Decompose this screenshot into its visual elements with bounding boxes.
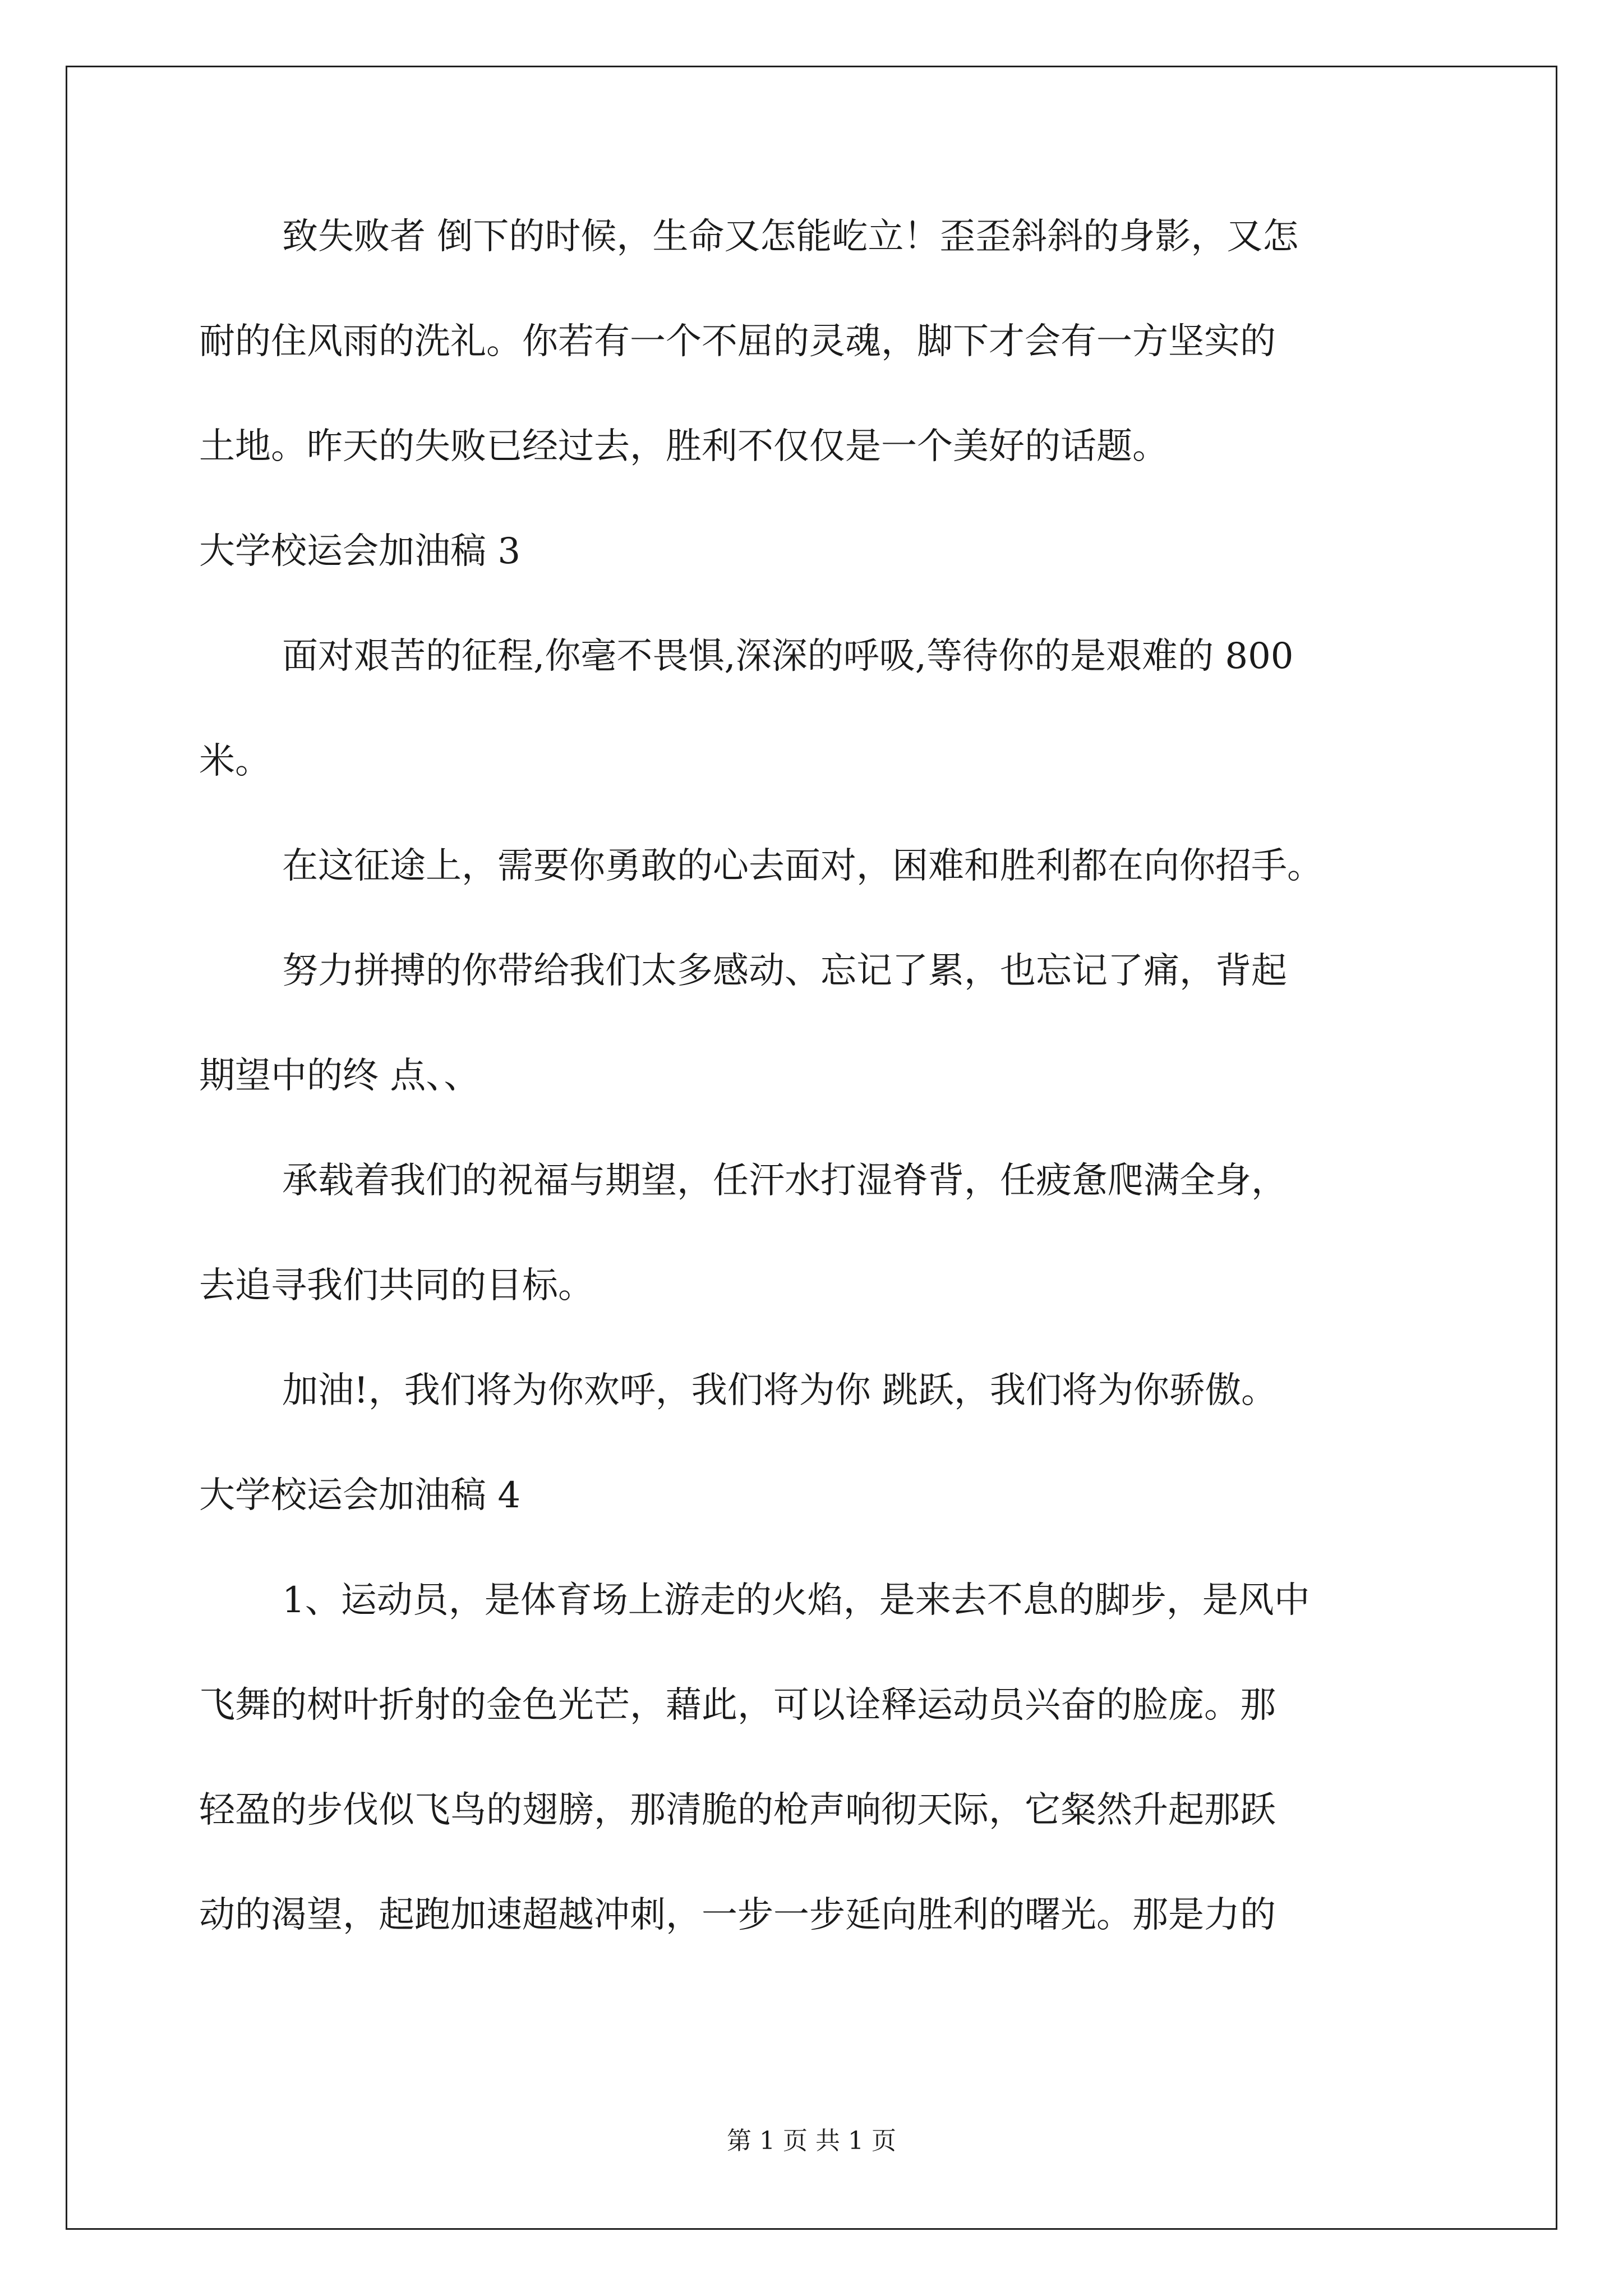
paragraph-line: 承载着我们的祝福与期望，任汗水打湿脊背，任疲惫爬满全身，: [282, 1160, 1287, 1202]
paragraph-line: 加油!，我们将为你欢呼，我们将为你 跳跃，我们将为你骄傲。: [282, 1370, 1278, 1411]
paragraph-line: 动的渴望，起跑加速超越冲刺，一步一步延向胜利的曙光。那是力的: [199, 1894, 1276, 1936]
section-heading: 大学校运会加油稿 3: [199, 531, 521, 572]
paragraph-line: 努力拼搏的你带给我们太多感动、忘记了累，也忘记了痛，背起: [282, 950, 1287, 992]
paragraph-line: 轻盈的步伐似飞鸟的翅膀，那清脆的枪声响彻天际，它粲然升起那跃: [199, 1789, 1276, 1831]
paragraph-line: 1、运动员，是体育场上游走的火焰，是来去不息的脚步，是风中: [282, 1580, 1310, 1621]
paragraph-line: 去追寻我们共同的目标。: [199, 1265, 594, 1306]
page-footer: 第 1 页 共 1 页: [727, 2127, 896, 2155]
paragraph-line: 土地。昨天的失败已经过去，胜利不仅仅是一个美好的话题。: [199, 426, 1168, 467]
paragraph-line: 在这征途上，需要你勇敢的心去面对，困难和胜利都在向你招手。: [282, 845, 1323, 887]
paragraph-line: 耐的住风雨的洗礼。你若有一个不屈的灵魂，脚下才会有一方坚实的: [199, 321, 1276, 362]
paragraph-line: 期望中的终 点、、: [199, 1055, 480, 1097]
section-heading: 大学校运会加油稿 4: [199, 1475, 521, 1516]
paragraph-line: 米。: [199, 740, 271, 782]
paragraph-line: 面对艰苦的征程,你毫不畏惧,深深的呼吸,等待你的是艰难的 800: [282, 636, 1294, 677]
paragraph-line: 飞舞的树叶折射的金色光芒，藉此，可以诠释运动员兴奋的脸庞。那: [199, 1685, 1276, 1726]
paragraph-line: 致失败者 倒下的时候，生命又怎能屹立！歪歪斜斜的身影，又怎: [282, 216, 1299, 257]
